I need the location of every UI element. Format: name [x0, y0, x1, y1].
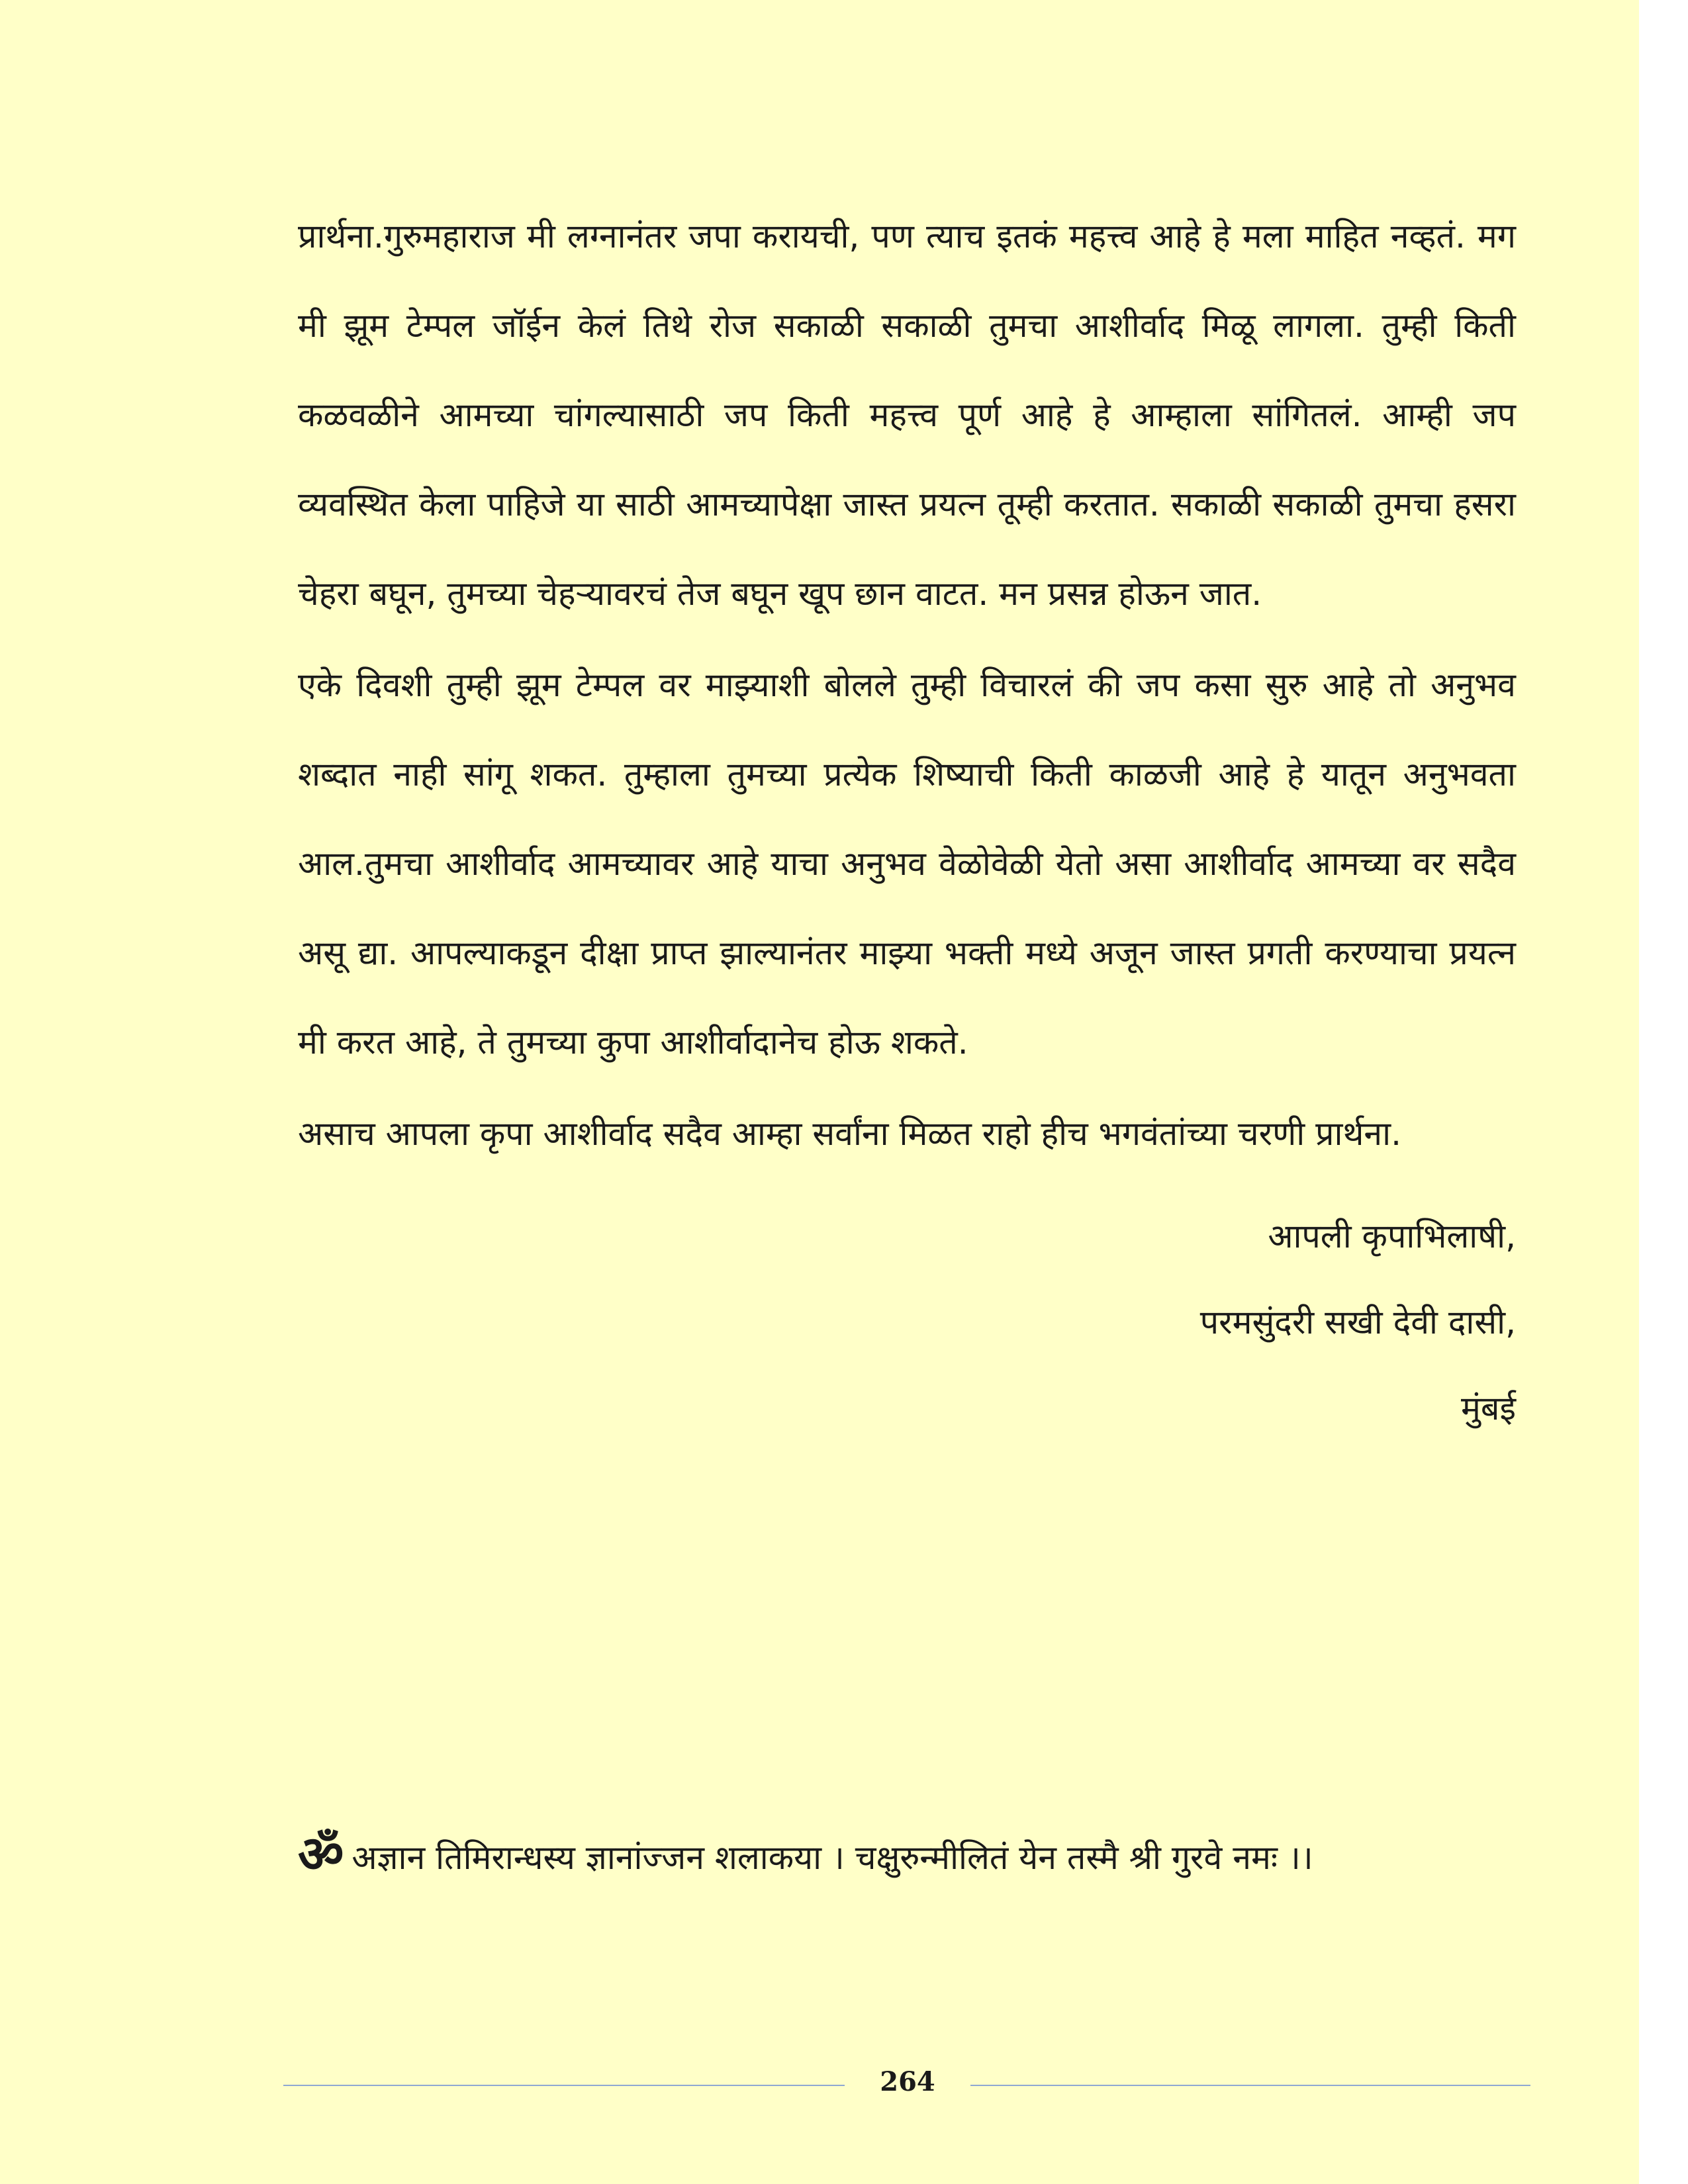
signature-block — [298, 1193, 1516, 1451]
paragraph-3: असाच आपला कृपा आशीर्वाद सदैव आम्हा सर्वांना मिळत राहो हीच भगवंतांच्या चरणी प्रार्थना. — [298, 1115, 1402, 1153]
signature-city: मुंबई — [1461, 1389, 1516, 1428]
signature-closing: आपली कृपाभिलाषी, — [1268, 1217, 1516, 1255]
paragraph-2: एके दिवशी तुम्ही झूम टेम्पल वर माझ्याशी बोलले तुम्ही विचारलं की जप कसा सुरु आहे तो अनुभव शब्दात नाही सांगू शकत. तुम्हाला तुमच्या प्रत्येक शिष्याची किती काळजी आहे हे यातून अनुभवता आल.तुमचा आशीर्वाद आमच्यावर आहे याचा अनुभव वेळोवेळी येतो असा आशीर्वाद आमच्या वर सदैव असू द्या. आपल्याकडून दीक्षा प्राप्त झाल्यानंतर माझ्या भक्ती मध्ये अजून जास्त प्रगती करण्याचा प्रयत्न मी करत आहे, ते तुमच्या कुपा आशीर्वादानेच होऊ शकते. — [298, 666, 1516, 1062]
footer-rule-right — [970, 2085, 1530, 2086]
footer-rule-left — [283, 2085, 845, 2086]
page-number: 264 — [880, 2066, 935, 2097]
guru-mantra — [298, 1819, 1516, 1887]
letter-body — [298, 192, 1516, 1451]
signature-name: परमसुंदरी सखी देवी दासी, — [1199, 1303, 1516, 1342]
paragraph-1: प्रार्थना.गुरुमहाराज मी लग्नानंतर जपा करायची, पण त्याच इतकं महत्त्व आहे हे मला माहित नव्हतं. मग मी झूम टेम्पल जॉईन केलं तिथे रोज सकाळी सकाळी तुमचा आशीर्वाद मिळू लागला. तुम्ही किती कळवळीने आमच्या चांगल्यासाठी जप किती महत्त्व पूर्ण आहे हे आम्हाला सांगितलं. आम्ही जप व्यवस्थित केला पाहिजे या साठी आमच्यापेक्षा जास्त प्रयत्न तूम्ही करतात. सकाळी सकाळी तुमचा हसरा चेहरा बघून, तुमच्या चेहऱ्यावरचं तेज बघून खूप छान वाटत. मन प्रसन्न होऊन जात. — [298, 217, 1516, 613]
om-symbol: ॐ — [298, 1825, 344, 1884]
mantra-text: अज्ञान तिमिरान्धस्य ज्ञानांज्जन शलाकया । चक्षुरुन्मीलितं येन तस्मै श्री गुरवे नमः ।। — [352, 1839, 1313, 1877]
